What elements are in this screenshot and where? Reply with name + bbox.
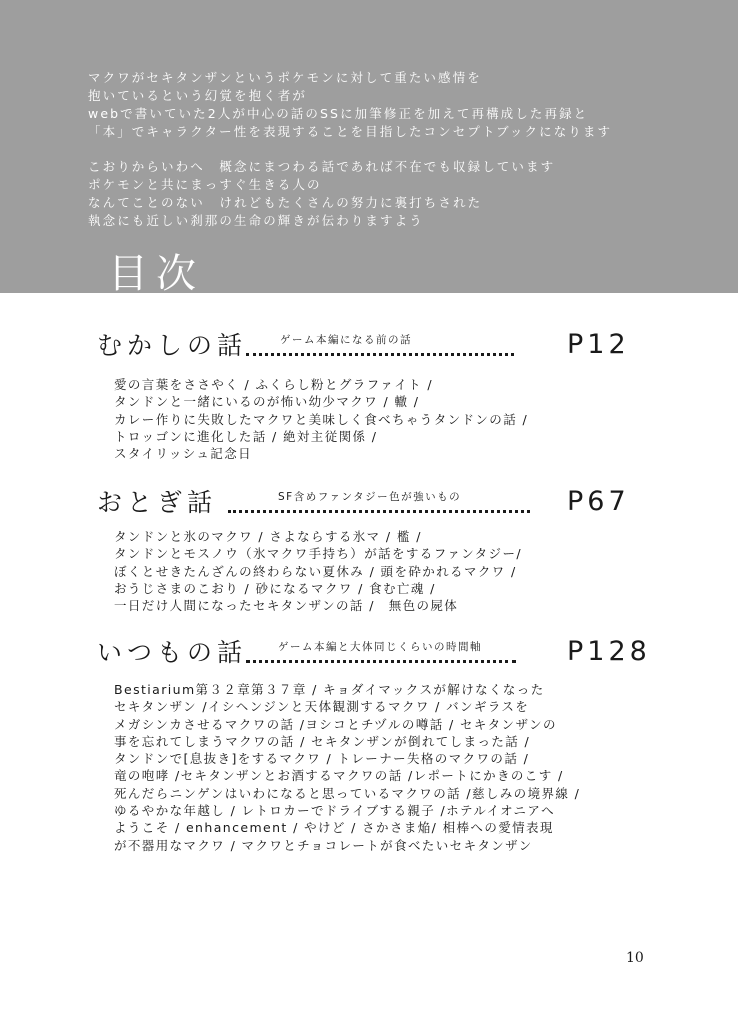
story-list-line: ゆるやかな年越し / レトロカーでドライブする親子 /ホテルイオニアへ [114,803,555,819]
story-list-line: が不器用なマクワ / マクワとチョコレートが食べたいセキタンザン [114,837,533,853]
story-list-line: Bestiarium第３２章第３７章 / キョダイマックスが解けなくなった [114,682,545,697]
intro-line: マクワがセキタンザンというポケモンに対して重たい感情を [88,70,482,85]
section-title: いつもの話 [97,638,248,667]
toc-section-mukashi [0,329,738,462]
story-list-line: スタイリッシュ記念日 [114,446,253,462]
section-page-number: P12 [567,329,630,360]
dotted-leader [246,353,514,356]
section-title: おとぎ話 [97,488,218,517]
story-list-line: タンドンで[息抜き]をするマクワ / トレーナー失格のマクワの話 / [114,751,530,767]
page-number: 10 [626,950,644,966]
story-list-line: メガシンカさせるマクワの話 /ヨシコとチヅルの噂話 / セキタンザンの [114,716,557,732]
toc-section-otogi [0,486,738,614]
intro-line: 抱いているという幻覚を抱く者が [88,88,308,103]
story-list-line: タンドンと氷のマクワ / さよならする氷マ / 檻 / [114,529,422,544]
section-subtitle: ゲーム本編になる前の話 [280,334,412,346]
intro-line: webで書いていた2人が中心の話のSSに加筆修正を加えて再構成した再録と [88,106,589,121]
story-list-line: タンドンとモスノウ（氷マクワ手持ち）が話をするファンタジー/ [114,546,522,562]
story-list-line: ぼくとせきたんざんの終わらない夏休み / 頭を砕かれるマクワ / [114,563,517,579]
story-list-line: カレー作りに失敗したマクワと美味しく食べちゃうタンドンの話 / [114,411,529,427]
story-list-line: セキタンザン /イシヘンジンと天体観測するマクワ / バンギラスを [114,699,530,715]
intro-line: 「本」でキャラクター性を表現することを目指したコンセプトブックになります [88,124,613,139]
section-title: むかしの話 [97,331,248,360]
intro-line: ポケモンと共にまっすぐ生きる人の [88,177,322,192]
section-subtitle: SF含めファンタジー色が強いもの [278,491,462,503]
section-items [114,376,528,462]
section-page-number: P128 [567,636,651,667]
story-list-line: タンドンと一緒にいるのが怖い幼少マクワ / 轍 / [114,394,420,410]
intro-line: 執念にも近しい刹那の生命の輝きが伝わりますよう [88,213,424,228]
intro-text [88,69,708,230]
section-items [114,681,580,854]
story-list-line: 事を忘れてしまうマクワの話 / セキタンザンが倒れてしまった話 / [114,733,531,749]
section-items [114,528,522,614]
section-page-number: P67 [567,486,630,517]
intro-line: なんてことのない けれどもたくさんの努力に裏打ちされた [88,195,483,210]
story-list-line: 死んだらニンゲンはいわになると思っているマクワの話 /慈しみの境界線 / [114,785,581,801]
toc-section-itsumo [0,636,738,853]
story-list-line: 愛の言葉をささやく / ふくらし粉とグラファイト / [114,377,433,392]
story-list-line: 一日だけ人間になったセキタンザンの話 / 無色の屍体 [114,598,459,614]
dotted-leader [246,660,516,663]
story-list-line: 竜の咆哮 /セキタンザンとお酒するマクワの話 /レポートにかきのこす / [114,768,564,784]
dotted-leader [228,510,530,513]
story-list-line: おうじさまのこおり / 砂になるマクワ / 食む亡魂 / [114,580,436,596]
story-list-line: ようこそ / enhancement / やけど / さかさま焔/ 相棒への愛情表現 [114,820,554,836]
story-list-line: トロッゴンに進化した話 / 絶対主従関係 / [114,428,378,444]
toc-title: 目次 [108,251,204,297]
intro-line: こおりからいわへ 概念にまつわる話であれば不在でも収録しています [88,159,556,174]
section-subtitle: ゲーム本編と大体同じくらいの時間軸 [278,641,482,653]
